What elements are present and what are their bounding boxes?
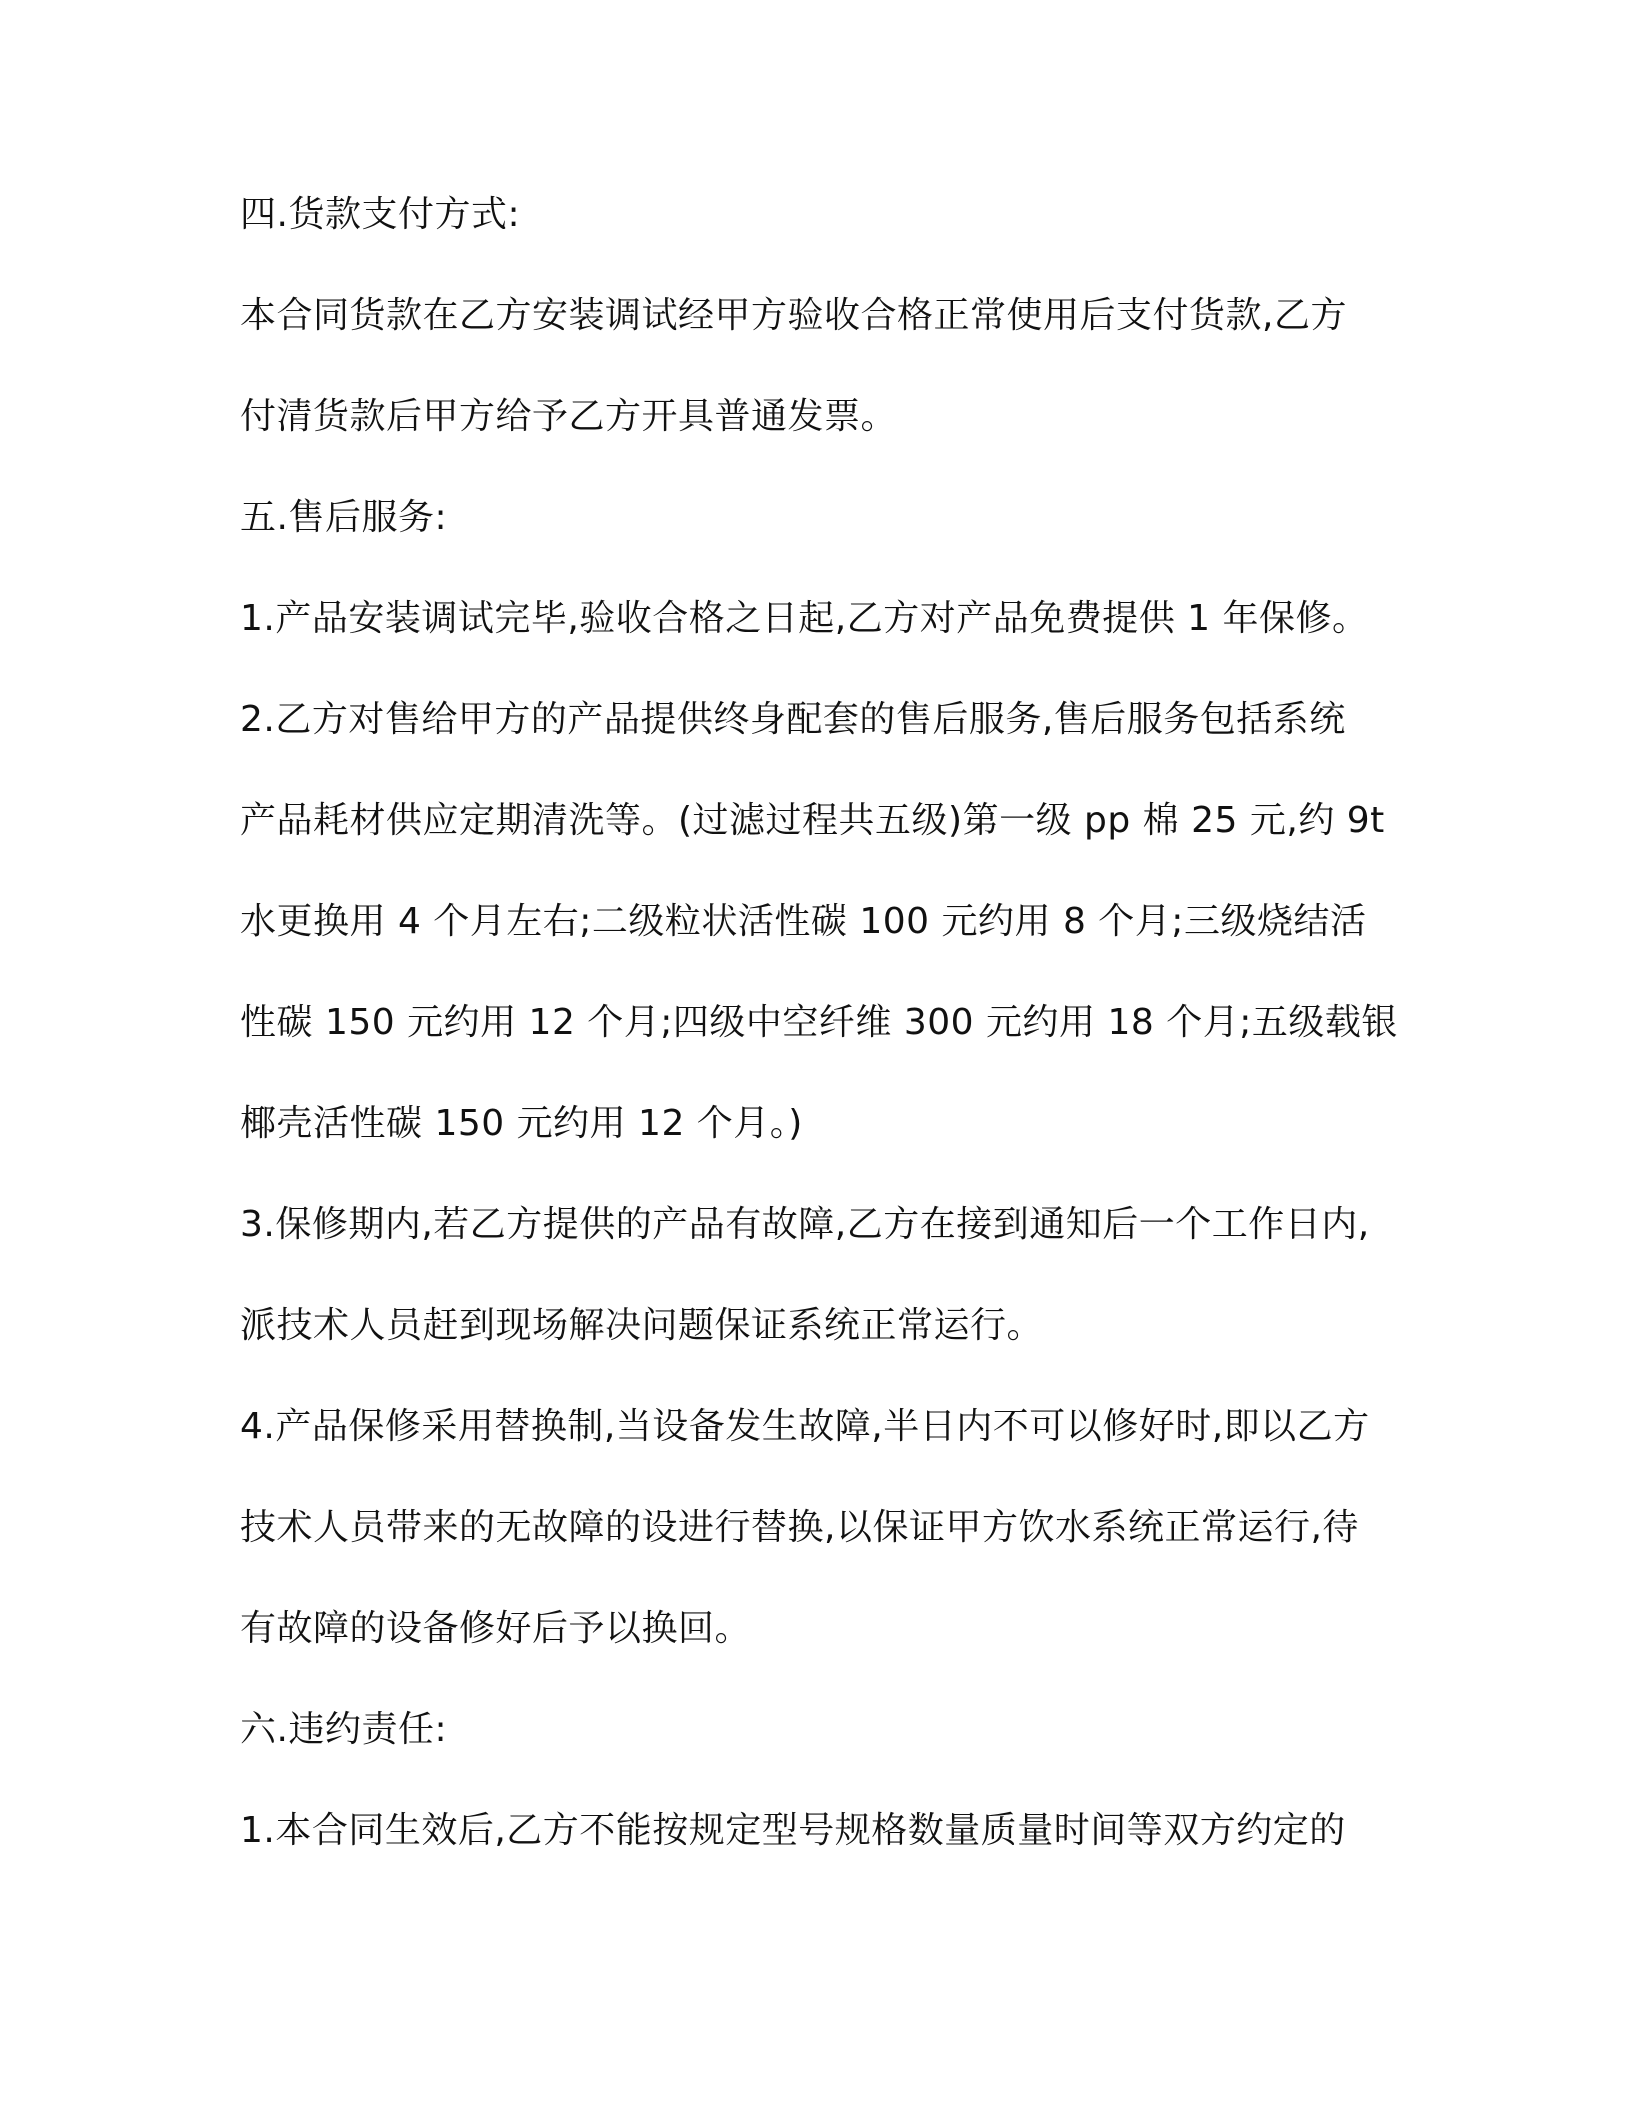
- paragraph-line: 本合同货款在乙方安装调试经甲方验收合格正常使用后支付货款,乙方: [240, 295, 1347, 336]
- section-heading-payment: 四.货款支付方式:: [240, 194, 521, 235]
- paragraph-line: 性碳 150 元约用 12 个月;四级中空纤维 300 元约用 18 个月;五级载银: [240, 1002, 1398, 1043]
- paragraph-line: 技术人员带来的无故障的设进行替换,以保证甲方饮水系统正常运行,待: [240, 1507, 1359, 1548]
- list-item: 4.产品保修采用替换制,当设备发生故障,半日内不可以修好时,即以乙方: [240, 1406, 1370, 1447]
- section-heading-after-sales: 五.售后服务:: [240, 497, 448, 538]
- document-body: [240, 190, 1420, 1907]
- paragraph-line: 水更换用 4 个月左右;二级粒状活性碳 100 元约用 8 个月;三级烧结活: [240, 901, 1367, 942]
- section-heading-liability: 六.违约责任:: [240, 1709, 448, 1750]
- list-item: 1.本合同生效后,乙方不能按规定型号规格数量质量时间等双方约定的: [240, 1810, 1346, 1851]
- paragraph-line: 付清货款后甲方给予乙方开具普通发票。: [240, 396, 898, 437]
- paragraph-line: 派技术人员赶到现场解决问题保证系统正常运行。: [240, 1305, 1044, 1346]
- list-item: 1.产品安装调试完毕,验收合格之日起,乙方对产品免费提供 1 年保修。: [240, 598, 1369, 639]
- list-item: 3.保修期内,若乙方提供的产品有故障,乙方在接到通知后一个工作日内,: [240, 1204, 1370, 1245]
- list-item: 2.乙方对售给甲方的产品提供终身配套的售后服务,售后服务包括系统: [240, 699, 1346, 740]
- paragraph-line: 产品耗材供应定期清洗等。(过滤过程共五级)第一级 pp 棉 25 元,约 9t: [240, 800, 1385, 841]
- paragraph-line: 椰壳活性碳 150 元约用 12 个月。): [240, 1103, 803, 1144]
- paragraph-line: 有故障的设备修好后予以换回。: [240, 1608, 752, 1649]
